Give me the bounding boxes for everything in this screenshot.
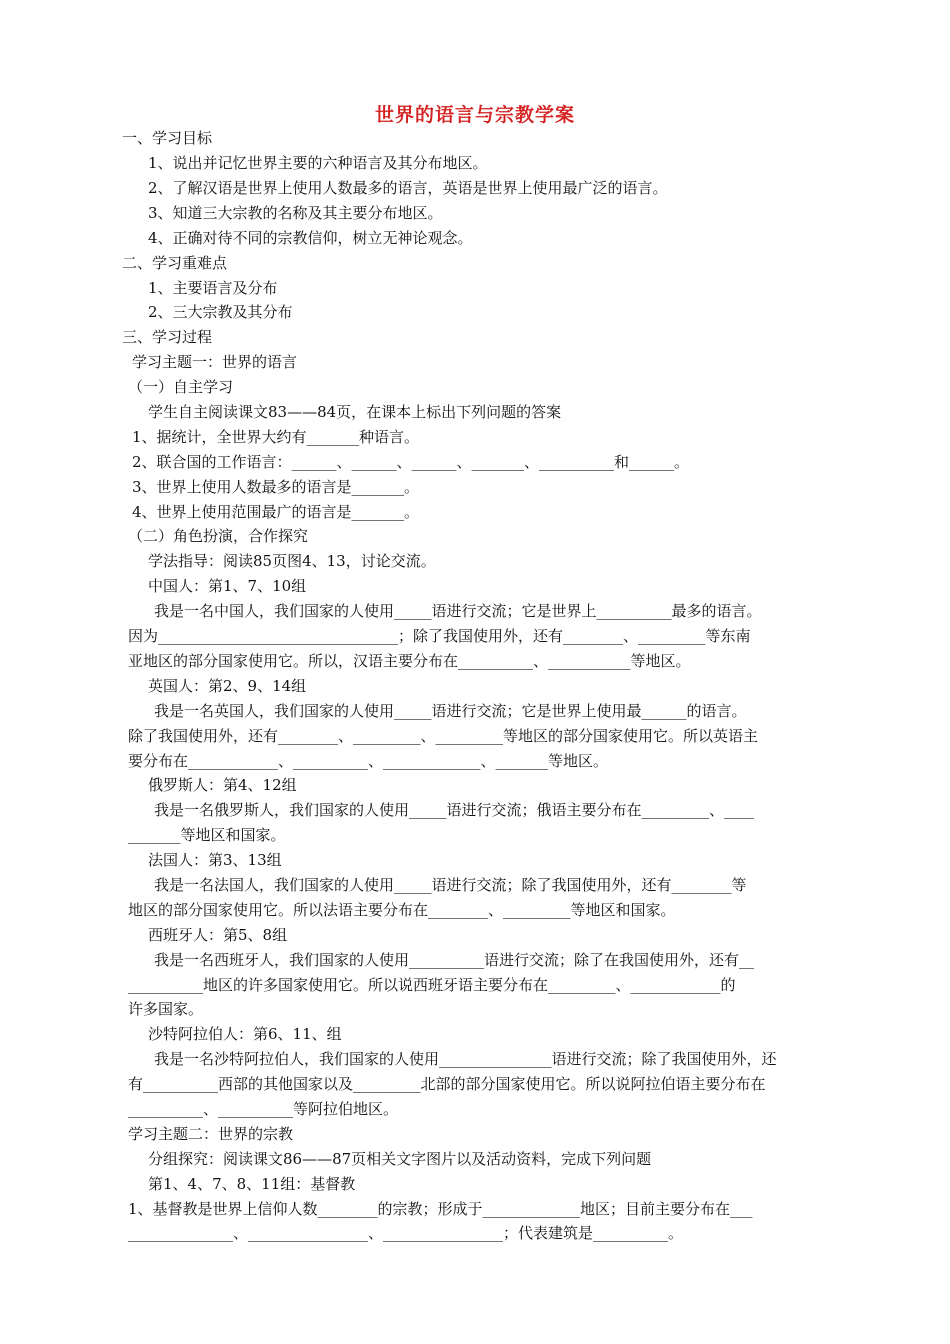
- group-heading: 法国人：第3、13组: [148, 851, 282, 869]
- paragraph-line: 我是一名俄罗斯人，我们国家的人使用_____语进行交流；俄语主要分布在_________、____: [154, 801, 755, 819]
- section-heading: 三、学习过程: [122, 328, 213, 346]
- paragraph-line: 许多国家。: [128, 1000, 204, 1018]
- paragraph-line: 有__________西部的其他国家以及_________北部的部分国家使用它。所以说阿拉伯语主要分布在: [128, 1075, 766, 1093]
- key-point-item: 2、三大宗教及其分布: [148, 303, 293, 321]
- paragraph-line: ______________、________________、________________；代表建筑是__________。: [128, 1224, 684, 1242]
- topic-heading: 学习主题二：世界的宗教: [128, 1125, 294, 1143]
- group-heading: 中国人：第1、7、10组: [148, 577, 307, 595]
- paragraph-line: _______等地区和国家。: [128, 826, 286, 844]
- objective-item: 1、说出并记忆世界主要的六种语言及其分布地区。: [148, 154, 488, 172]
- key-point-item: 1、主要语言及分布: [148, 279, 278, 297]
- paragraph-line: 除了我国使用外，还有________、_________、_________等地区的部分国家使用它。所以英语主: [128, 727, 759, 745]
- paragraph-line: 我是一名英国人，我们国家的人使用_____语进行交流；它是世界上使用最______的语言。: [154, 702, 747, 720]
- paragraph-line: 我是一名西班牙人，我们国家的人使用__________语进行交流；除了在我国使用外，还有__: [154, 951, 755, 969]
- question-item: 2、联合国的工作语言：______、______、______、_______、__________和______。: [132, 453, 690, 471]
- objective-item: 3、知道三大宗教的名称及其主要分布地区。: [148, 204, 443, 222]
- question-item: 3、世界上使用人数最多的语言是_______。: [132, 478, 420, 496]
- group-heading: 俄罗斯人：第4、12组: [148, 776, 297, 794]
- topic-heading: 学习主题一：世界的语言: [132, 353, 298, 371]
- paragraph-line: __________地区的许多国家使用它。所以说西班牙语主要分布在_________、____________的: [128, 976, 736, 994]
- paragraph-line: 我是一名中国人，我们国家的人使用_____语进行交流；它是世界上__________最多的语言。: [154, 602, 762, 620]
- paragraph-line: 我是一名沙特阿拉伯人，我们国家的人使用_______________语进行交流；除了我国使用外，还: [154, 1050, 777, 1068]
- question-item: 1、据统计，全世界大约有_______种语言。: [132, 428, 420, 446]
- paragraph-line: 地区的部分国家使用它。所以法语主要分布在________、_________等地区和国家。: [128, 901, 676, 919]
- question-item: 1、基督教是世界上信仰人数________的宗教；形成于_____________地区；目前主要分布在___: [128, 1200, 753, 1218]
- group-heading: 第1、4、7、8、11组：基督教: [148, 1175, 356, 1193]
- question-item: 4、世界上使用范围最广的语言是_______。: [132, 503, 420, 521]
- group-heading: 英国人：第2、9、14组: [148, 677, 307, 695]
- document-title: 世界的语言与宗教学案: [374, 104, 575, 126]
- instruction-text: 学法指导：阅读85页图4、13，讨论交流。: [148, 552, 436, 570]
- paragraph-line: 要分布在____________、__________、_____________、_______等地区。: [128, 752, 609, 770]
- objective-item: 2、了解汉语是世界上使用人数最多的语言，英语是世界上使用最广泛的语言。: [148, 179, 668, 197]
- paragraph-line: 我是一名法国人，我们国家的人使用_____语进行交流；除了我国使用外，还有________等: [154, 876, 747, 894]
- instruction-text: 分组探究：阅读课文86——87页相关文字图片以及活动资料，完成下列问题: [148, 1150, 652, 1168]
- group-heading: 西班牙人：第5、8组: [148, 926, 288, 944]
- subsection-heading: （二）角色扮演，合作探究: [128, 527, 309, 545]
- objective-item: 4、正确对待不同的宗教信仰，树立无神论观念。: [148, 229, 473, 247]
- subsection-heading: （一）自主学习: [128, 378, 234, 396]
- section-heading: 二、学习重难点: [122, 254, 228, 272]
- section-heading: 一、学习目标: [122, 129, 213, 147]
- instruction-text: 学生自主阅读课文83——84页，在课本上标出下列问题的答案: [148, 403, 562, 421]
- group-heading: 沙特阿拉伯人：第6、11、组: [148, 1025, 342, 1043]
- paragraph-line: __________、__________等阿拉伯地区。: [128, 1100, 399, 1118]
- paragraph-line: 因为________________________________；除了我国使用外，还有________、_________等东南: [128, 627, 751, 645]
- paragraph-line: 亚地区的部分国家使用它。所以，汉语主要分布在__________、___________等地区。: [128, 652, 691, 670]
